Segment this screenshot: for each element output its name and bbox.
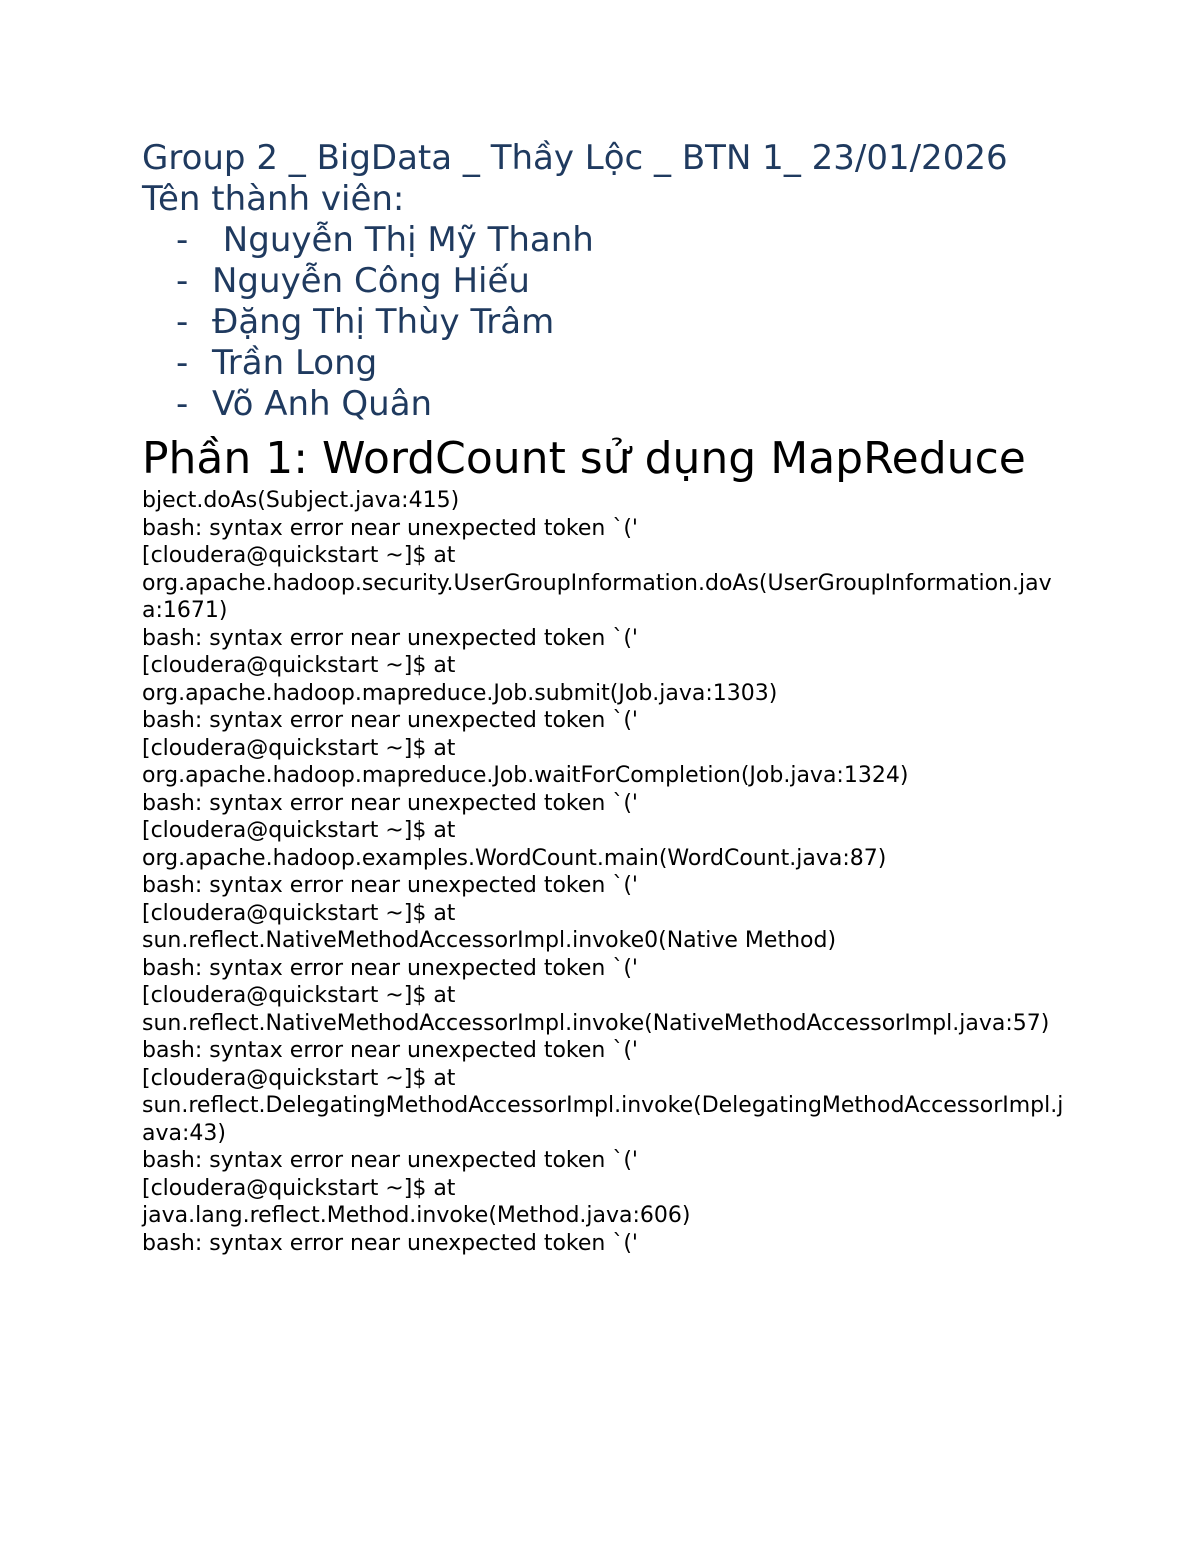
log-line: java.lang.reflect.Method.invoke(Method.java:606) [142, 1203, 691, 1228]
bullet-dash: - [176, 384, 189, 424]
log-line: sun.reflect.NativeMethodAccessorImpl.invoke(NativeMethodAccessorImpl.java:57) [142, 1010, 1050, 1036]
log-line: [cloudera@quickstart ~]$ at [142, 543, 456, 568]
bullet-dash: - [176, 302, 189, 342]
member-name: Nguyễn Thị Mỹ Thanh [212, 220, 594, 260]
bullet-dash: - [176, 220, 189, 260]
log-line: bash: syntax error near unexpected token `(' [142, 1148, 638, 1173]
member-item [142, 384, 1072, 425]
log-line: [cloudera@quickstart ~]$ at [142, 983, 456, 1008]
bullet-dash: - [176, 261, 189, 301]
document-title: Group 2 _ BigData _ Thầy Lộc _ BTN 1_ 23/01/2026 [142, 138, 1008, 178]
member-name: Trần Long [212, 343, 378, 383]
log-line: bash: syntax error near unexpected token `(' [142, 1038, 638, 1063]
log-line: bash: syntax error near unexpected token `(' [142, 790, 638, 816]
member-name: Võ Anh Quân [212, 384, 433, 424]
member-name: Nguyễn Công Hiếu [212, 261, 530, 301]
log-line: bash: syntax error near unexpected token `(' [142, 1230, 638, 1256]
log-line: org.apache.hadoop.mapreduce.Job.waitForCompletion(Job.java:1324) [142, 763, 909, 788]
member-name: Đặng Thị Thùy Trâm [212, 302, 555, 342]
log-line: org.apache.hadoop.mapreduce.Job.submit(Job.java:1303) [142, 680, 778, 706]
members-label: Tên thành viên: [142, 179, 405, 219]
section-heading: Phần 1: WordCount sử dụng MapReduce [142, 433, 1026, 484]
log-line: [cloudera@quickstart ~]$ at [142, 818, 456, 843]
member-item [142, 220, 1072, 261]
document-content [142, 138, 1072, 1257]
members-list [142, 220, 1072, 425]
log-line: bash: syntax error near unexpected token `(' [142, 708, 638, 733]
member-item [142, 261, 1072, 302]
log-line: bash: syntax error near unexpected token `(' [142, 625, 638, 651]
log-line: [cloudera@quickstart ~]$ at [142, 1065, 456, 1091]
log-line: [cloudera@quickstart ~]$ at [142, 1175, 456, 1201]
log-line: [cloudera@quickstart ~]$ at [142, 653, 456, 678]
log-line: sun.reflect.NativeMethodAccessorImpl.invoke0(Native Method) [142, 928, 837, 953]
log-line: bash: syntax error near unexpected token `(' [142, 955, 638, 981]
log-line: [cloudera@quickstart ~]$ at [142, 900, 456, 926]
error-log [142, 487, 1072, 1257]
log-line: bject.doAs(Subject.java:415) [142, 488, 460, 513]
log-line: [cloudera@quickstart ~]$ at [142, 735, 456, 761]
log-line: bash: syntax error near unexpected token `(' [142, 515, 638, 541]
log-line: sun.reflect.DelegatingMethodAccessorImpl.invoke(DelegatingMethodAccessorImpl.java:43) [142, 1093, 1064, 1146]
log-line: org.apache.hadoop.examples.WordCount.main(WordCount.java:87) [142, 845, 887, 871]
member-item [142, 302, 1072, 343]
log-line: org.apache.hadoop.security.UserGroupInformation.doAs(UserGroupInformation.java:1671) [142, 570, 1052, 623]
log-line: bash: syntax error near unexpected token `(' [142, 873, 638, 898]
bullet-dash: - [176, 343, 189, 383]
member-item [142, 343, 1072, 384]
